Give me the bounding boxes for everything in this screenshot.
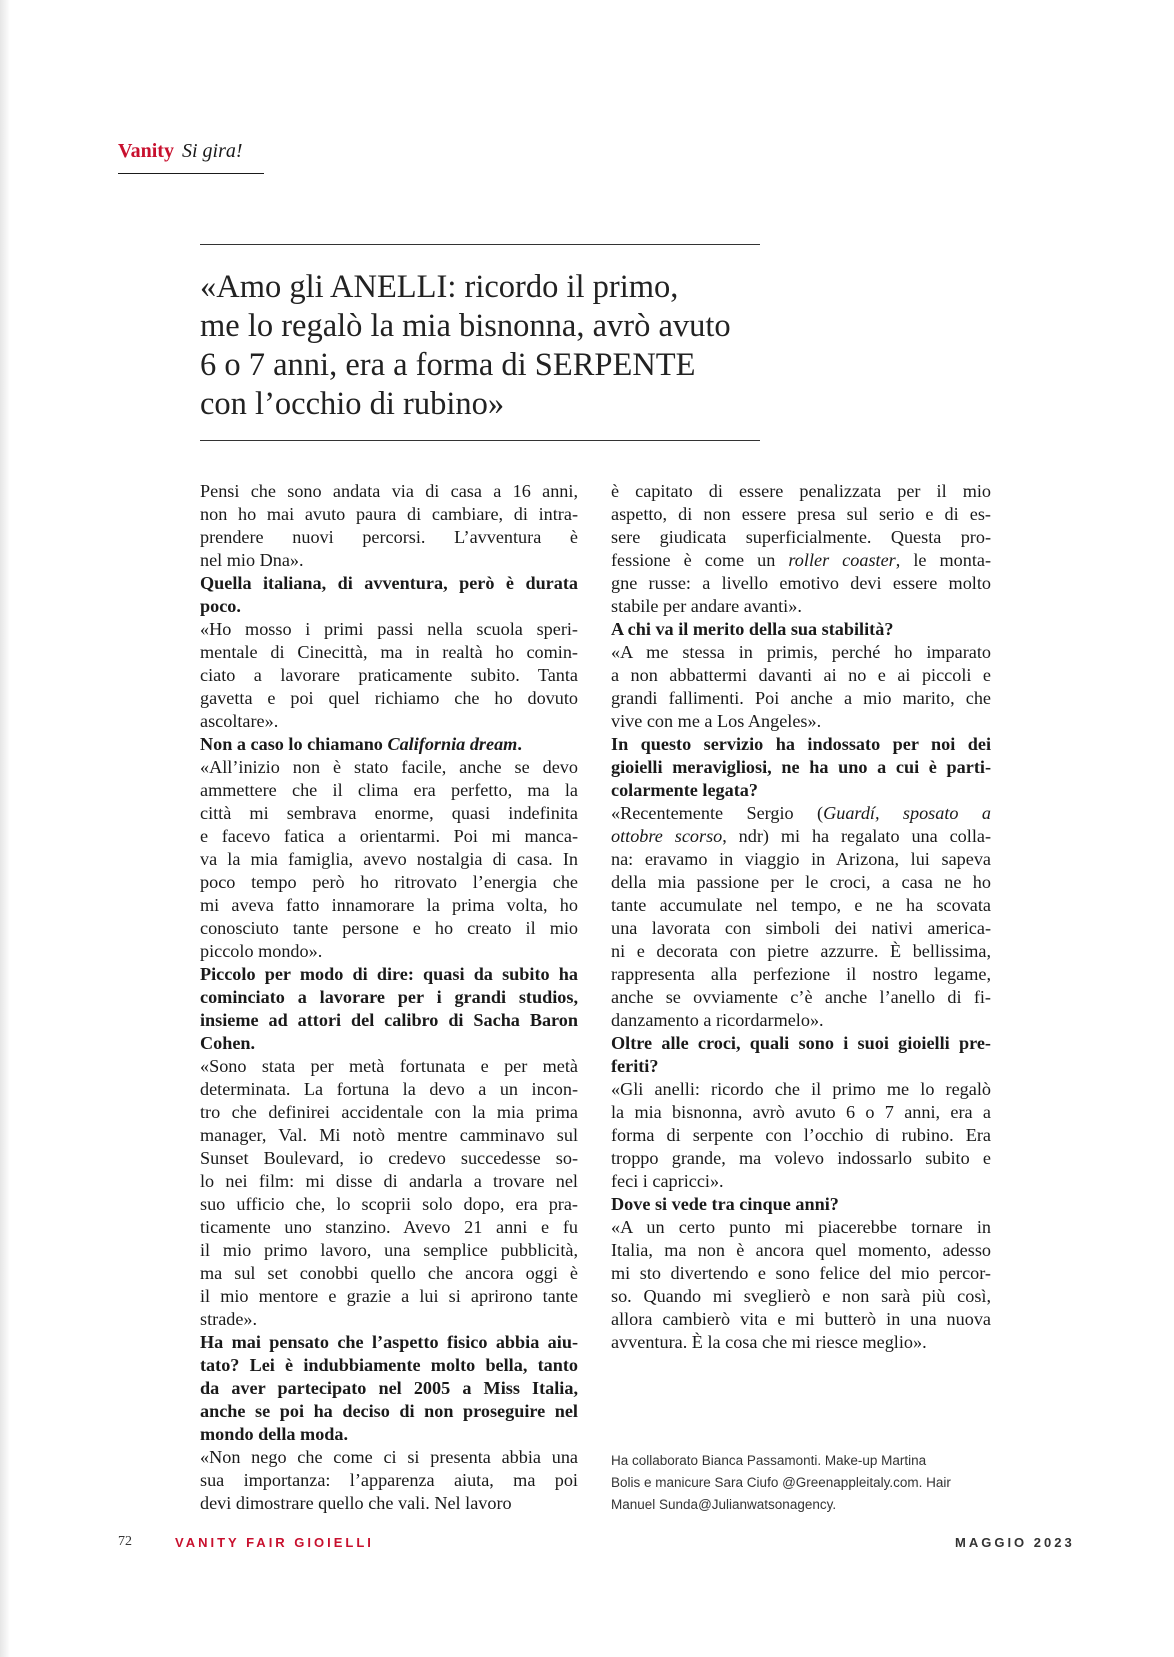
interview-question [200,572,578,618]
text-line: Italia, ma non è ancora quel momento, adesso [611,1240,991,1260]
text-line: mi sto divertendo e sono felice del mio percor- [611,1263,991,1283]
text-line: poco tempo però ho ritrovato l’energia che [200,872,578,892]
issue-date: MAGGIO 2023 [955,1535,1075,1550]
text-line: devi dimostrare quello che vali. Nel lavoro [200,1493,512,1513]
text-line: aspetto, di non essere presa sul serio e di es- [611,504,991,524]
text-line: non ho mai avuto paura di cambiare, di intra- [200,504,578,524]
text-line: «A me stessa in primis, perché ho imparato [611,642,991,662]
text-line: «Sono stata per metà fortunata e per metà [200,1056,578,1076]
interview-question [200,1331,578,1446]
text-line: Dove si vede tra cinque anni? [611,1194,839,1214]
text-line: cominciato a lavorare per i grandi studios, [200,987,578,1007]
text-line: insieme ad attori del calibro di Sacha Baron [200,1010,578,1030]
text-line: a non abbattermi davanti ai no e ai piccoli e [611,665,991,685]
interview-answer [200,1446,578,1515]
text-line: città mi sembrava enorme, quasi indefinita [200,803,578,823]
text-line: Cohen. [200,1033,256,1053]
section-underline [118,173,264,174]
text-line: A chi va il merito della sua stabilità? [611,619,894,639]
text-line: gioielli meravigliosi, ne ha uno a cui è parti- [611,757,991,777]
magazine-name: VANITY FAIR GIOIELLI [175,1535,374,1550]
interview-question [200,733,578,756]
article-column-right [611,480,991,1354]
pull-quote [200,268,780,424]
interview-answer [611,480,991,618]
text-line: mentale di Cinecittà, ma in realtà ho comin- [200,642,578,662]
text-line: ottobre scorso, ndr) mi ha regalato una colla- [611,826,991,846]
text-line: della mia passione per le croci, a casa ne ho [611,872,991,892]
interview-answer [611,1078,991,1193]
text-line: «Ho mosso i primi passi nella scuola speri- [200,619,578,639]
text-line: anche se ovviamente c’è anche l’anello di fi- [611,987,991,1007]
pull-quote-top-rule [200,244,760,245]
interview-answer [200,480,578,572]
text-line: «A un certo punto mi piacerebbe tornare in [611,1217,991,1237]
pull-quote-line: 6 o 7 anni, era a forma di SERPENTE [200,347,696,383]
text-line: na: eravamo in viaggio in Arizona, lui sapeva [611,849,991,869]
text-line: e facevo fatica a orientarmi. Poi mi manca- [200,826,578,846]
text-line: colarmente legata? [611,780,758,800]
photo-credits [611,1450,991,1516]
text-line: nel mio Dna». [200,550,304,570]
text-line: troppo grande, ma volevo indossarlo subito e [611,1148,991,1168]
text-line: ammettere che il clima era perfetto, ma la [200,780,578,800]
text-line: lo nei film: mi disse di andarla a trovare nel [200,1171,578,1191]
text-line: conosciuto tante persone e ho creato il mio [200,918,578,938]
text-line: «Non nego che come ci si presenta abbia una [200,1447,578,1467]
text-line: ni e decorata con pietre azzurre. È bellissima, [611,941,991,961]
text-line: Ha mai pensato che l’aspetto fisico abbia aiu- [200,1332,578,1352]
interview-answer [611,641,991,733]
text-line: gne russe: a livello emotivo devi essere molto [611,573,991,593]
text-line: sua importanza: l’apparenza aiuta, ma poi [200,1470,578,1490]
text-line: manager, Val. Mi notò mentre camminavo sul [200,1125,578,1145]
interview-answer [200,618,578,733]
text-line: la mia bisnonna, avrò avuto 6 o 7 anni, era a [611,1102,991,1122]
text-line: grandi fallimenti. Poi anche a mio marito, che [611,688,991,708]
text-line: tro che definirei accidentale con la mia prima [200,1102,578,1122]
text-line: Quella italiana, di avventura, però è durata [200,573,578,593]
text-line: forma di serpente con l’occhio di rubino. Era [611,1125,991,1145]
interview-question [611,1193,991,1216]
text-line: Pensi che sono andata via di casa a 16 anni, [200,481,578,501]
text-line: In questo servizio ha indossato per noi dei [611,734,991,754]
text-line: tante accumulate nel tempo, e ne ha scovata [611,895,991,915]
interview-answer [611,1216,991,1354]
text-line: da aver partecipato nel 2005 a Miss Italia, [200,1378,578,1398]
credits-line: Bolis e manicure Sara Ciufo @Greenappleitaly.com. Hair [611,1475,951,1490]
interview-question [611,1032,991,1078]
interview-question [611,618,991,641]
text-line: Oltre alle croci, quali sono i suoi gioielli pre- [611,1033,991,1053]
text-line: ma sul set conobbi quello che ancora oggi è [200,1263,578,1283]
article-column-left [200,480,578,1515]
text-line: Sunset Boulevard, io credevo succedesse so- [200,1148,578,1168]
credits-line: Ha collaborato Bianca Passamonti. Make-up Martina [611,1453,927,1468]
interview-answer [200,1055,578,1331]
interview-answer [200,756,578,963]
text-line: avventura. È la cosa che mi riesce meglio». [611,1332,927,1352]
pull-quote-line: con l’occhio di rubino» [200,386,505,422]
section-header [118,140,243,163]
text-line: tato? Lei è indubbiamente molto bella, tanto [200,1355,578,1375]
text-line: prendere nuovi percorsi. L’avventura è [200,527,578,547]
text-line: sere giudicata superficialmente. Questa pro- [611,527,991,547]
text-line: danzamento a ricordarmelo». [611,1010,824,1030]
text-line: il mio primo lavoro, una semplice pubblicità, [200,1240,578,1260]
interview-question [200,963,578,1055]
interview-answer [611,802,991,1032]
text-line: allora cambierò vita e mi butterò in una nuova [611,1309,991,1329]
text-line: so. Quando mi sveglierò e non sarà più così, [611,1286,991,1306]
text-line: «Recentemente Sergio (Guardí, sposato a [611,803,991,823]
text-line: poco. [200,596,241,616]
pull-quote-bottom-rule [200,440,760,441]
text-line: mi aveva fatto innamorare la prima volta, ho [200,895,578,915]
text-line: ciato a lavorare praticamente subito. Tanta [200,665,578,685]
text-line: va la mia famiglia, avevo nostalgia di casa. In [200,849,578,869]
page-edge-shadow [0,0,10,1657]
text-line: mondo della moda. [200,1424,349,1444]
interview-question [611,733,991,802]
text-line: ascoltare». [200,711,279,731]
page-number: 72 [118,1534,132,1549]
text-line: feriti? [611,1056,659,1076]
text-line: determinata. La fortuna la devo a un incon- [200,1079,578,1099]
text-line: il mio mentore e grazie a lui si aprirono tante [200,1286,578,1306]
section-title: Si gira! [181,140,243,162]
text-line: «All’inizio non è stato facile, anche se devo [200,757,578,777]
text-line: Piccolo per modo di dire: quasi da subito ha [200,964,578,984]
pull-quote-line: me lo regalò la mia bisnonna, avrò avuto [200,308,731,344]
text-line: è capitato di essere penalizzata per il mio [611,481,991,501]
pull-quote-line: «Amo gli ANELLI: ricordo il primo, [200,269,679,305]
text-line: piccolo mondo». [200,941,323,961]
text-line: strade». [200,1309,258,1329]
text-line: «Gli anelli: ricordo che il primo me lo regalò [611,1079,991,1099]
text-line: vive con me a Los Angeles». [611,711,822,731]
text-line: fessione è come un roller coaster, le monta- [611,550,991,570]
text-line: una lavorata con simboli dei nativi america- [611,918,991,938]
text-line: suo ufficio che, lo scoprii solo dopo, era pra- [200,1194,578,1214]
text-line: gavetta e poi quel richiamo che ho dovuto [200,688,578,708]
text-line: Non a caso lo chiamano California dream. [200,734,522,754]
text-line: anche se poi ha deciso di non proseguire nel [200,1401,578,1421]
section-brand: Vanity [118,140,174,162]
text-line: feci i capricci». [611,1171,724,1191]
text-line: ticamente uno stanzino. Avevo 21 anni e fu [200,1217,578,1237]
credits-line: Manuel Sunda@Julianwatsonagency. [611,1497,837,1512]
text-line: stabile per andare avanti». [611,596,802,616]
text-line: rappresenta alla perfezione il nostro legame, [611,964,991,984]
